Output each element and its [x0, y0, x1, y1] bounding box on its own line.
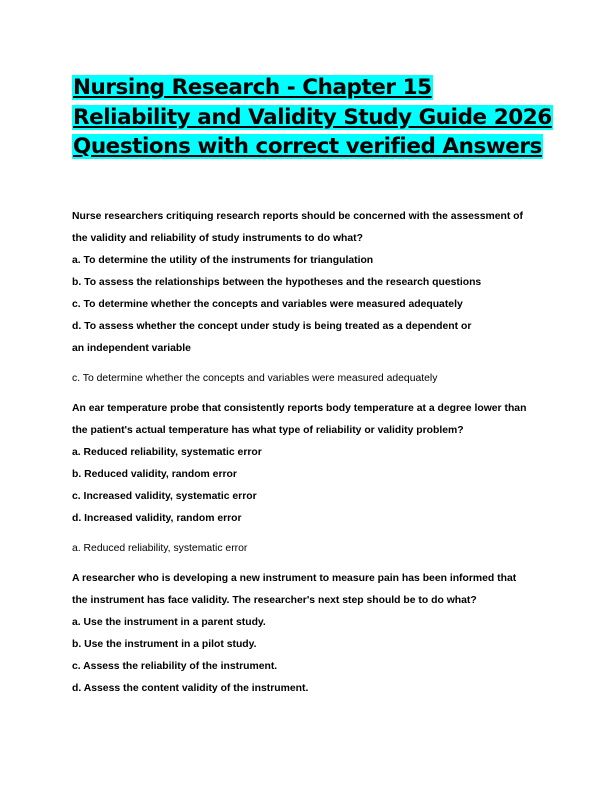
- question-2: [72, 398, 552, 530]
- question-3: [72, 568, 552, 700]
- option-b: b. To assess the relationships between the hypotheses and the research questions: [72, 277, 482, 288]
- option-d: d. Assess the content validity of the instrument.: [72, 683, 309, 694]
- answer-1: c. To determine whether the concepts and variables were measured adequately: [72, 373, 438, 384]
- question-stem-line: the validity and reliability of study instruments to do what?: [72, 233, 363, 244]
- question-stem-line: the patient's actual temperature has what type of reliability or validity problem?: [72, 425, 464, 436]
- document-title: [72, 73, 552, 162]
- option-d: d. Increased validity, random error: [72, 513, 242, 524]
- option-d-continued: an independent variable: [72, 343, 191, 354]
- question-1: [72, 206, 552, 360]
- option-b: b. Use the instrument in a pilot study.: [72, 639, 257, 650]
- answer-2: a. Reduced reliability, systematic error: [72, 543, 248, 554]
- option-c: c. Assess the reliability of the instrument.: [72, 661, 278, 672]
- question-stem-line: the instrument has face validity. The researcher's next step should be to do what?: [72, 595, 477, 606]
- option-c: c. Increased validity, systematic error: [72, 491, 257, 502]
- option-a: a. Use the instrument in a parent study.: [72, 617, 266, 628]
- question-stem-line: An ear temperature probe that consistently reports body temperature at a degree lower than: [72, 403, 527, 414]
- option-a: a. Reduced reliability, systematic error: [72, 447, 262, 458]
- title-highlight: Nursing Research - Chapter 15 Reliability and Validity Study Guide 2026 Questions with correct verified Answers: [73, 75, 552, 159]
- question-stem-line: Nurse researchers critiquing research reports should be concerned with the assessment of: [72, 211, 523, 222]
- question-stem-line: A researcher who is developing a new instrument to measure pain has been informed that: [72, 573, 517, 584]
- option-c: c. To determine whether the concepts and variables were measured adequately: [72, 299, 463, 310]
- option-b: b. Reduced validity, random error: [72, 469, 237, 480]
- option-a: a. To determine the utility of the instruments for triangulation: [72, 255, 374, 266]
- option-d: d. To assess whether the concept under study is being treated as a dependent or: [72, 321, 472, 332]
